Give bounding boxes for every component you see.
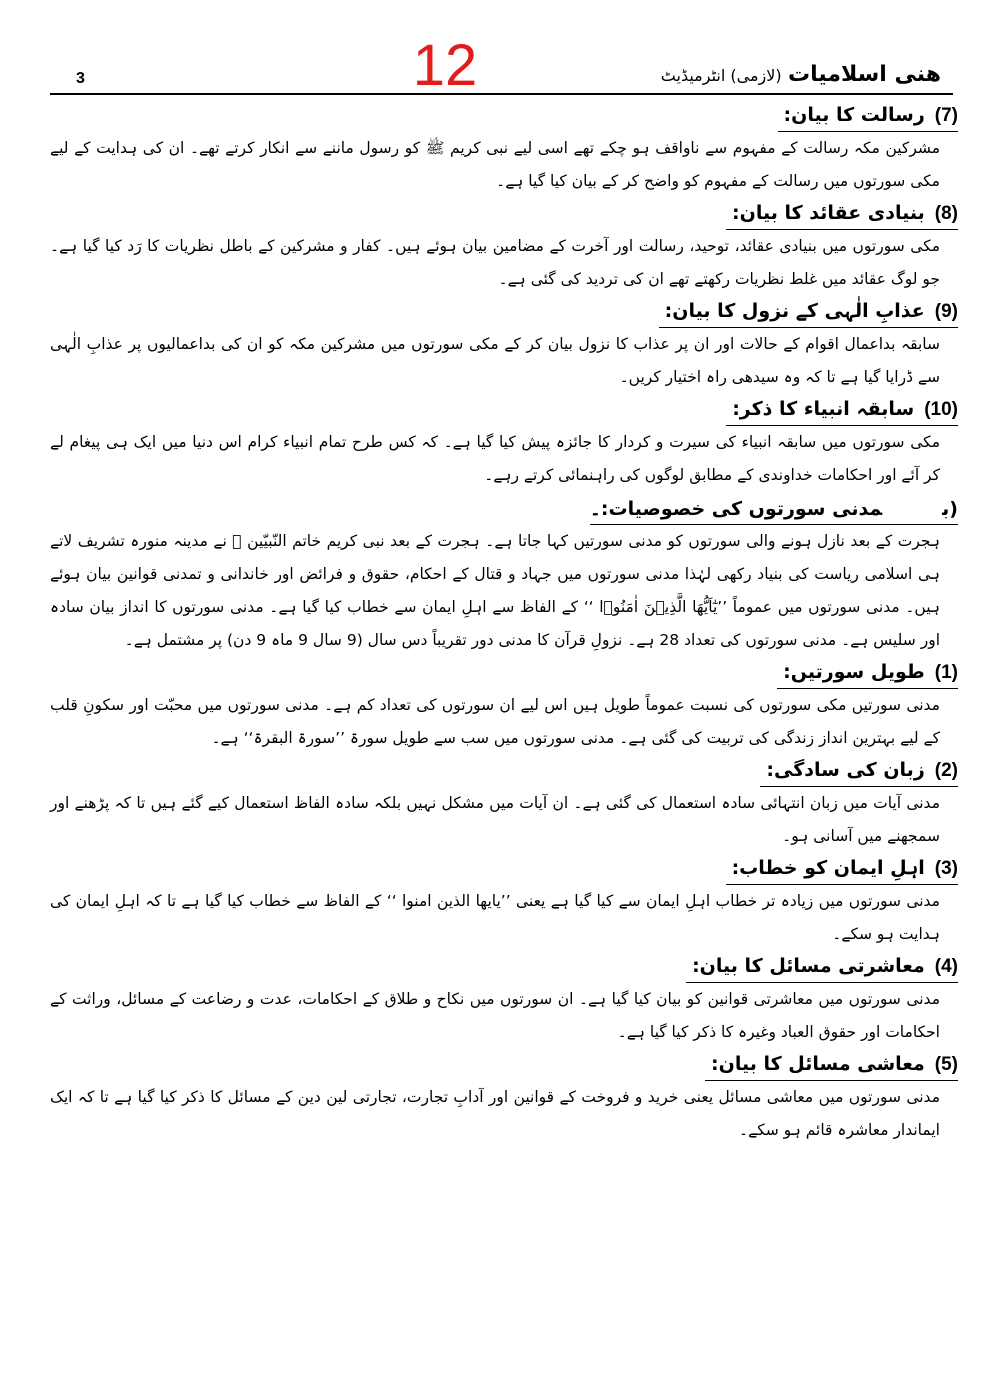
section-heading <box>50 100 958 132</box>
section-number: (7) <box>934 105 958 126</box>
madani-intro-paragraph: ہجرت کے بعد نازل ہونے والی سورتوں کو مدنی سورتیں کہا جاتا ہے۔ ہجرت کے بعد نبی کریم خاتم النّبیّین ﷺ نے مدینہ منورہ تشریف لاتے ہی اسلامی ریاست کی بنیاد رکھی لہٰذا مدنی سورتوں میں جہاد و قتال کے احکام، حقوق و فرائض اور خاندانی و تمدنی قوانین بیان ہوئے ہیں۔ مدنی سورتوں میں عموماً ’’یٰٓاَیُّھَا الَّذِیۡنَ اٰمَنُوۡا ‘‘ کے الفاظ سے اہلِ ایمان سے خطاب کیا گیا ہے۔ مدنی سورتوں کا انداز بیان سادہ اور سلیس ہے۔ مدنی سورتوں کی تعداد 28 ہے۔ نزولِ قرآن کا مدنی دور تقریباً دس سال (9 سال 9 ماہ 9 دن) پر مشتمل ہے۔ <box>50 532 940 649</box>
section-10 <box>50 394 958 492</box>
book-title-sub: (لازمی) انٹرمیڈیٹ <box>660 66 782 85</box>
section-number: (1) <box>934 662 958 683</box>
madani-section-1 <box>50 657 958 755</box>
section-marker: (ب <box>942 498 958 520</box>
section-title: زبان کی سادگی: <box>766 759 925 781</box>
section-title: اہلِ ایمان کو خطاب: <box>731 857 925 879</box>
section-number: (3) <box>934 858 958 879</box>
page-content <box>50 100 958 1147</box>
section-paragraph: مشرکین مکہ رسالت کے مفہوم سے ناواقف ہو چکے تھے اسی لیے نبی کریم ﷺ کو رسول ماننے سے انکار کرتے تھے۔ ان کی ہدایت کے لیے مکی سورتوں میں رسالت کے مفہوم کو واضح کر کے بیان کیا گیا ہے۔ <box>50 139 940 190</box>
madani-section-2 <box>50 755 958 853</box>
section-paragraph: مدنی آیات میں زبان انتہائی سادہ استعمال کی گئی ہے۔ ان آیات میں مشکل نہیں بلکہ سادہ الفاظ استعمال کیے گئے ہیں تا کہ پڑھنے اور سمجھنے میں آسانی ہو۔ <box>50 794 940 845</box>
section-number: (2) <box>934 760 958 781</box>
section-paragraph: مدنی سورتوں میں معاشرتی قوانین کو بیان کیا گیا ہے۔ ان سورتوں میں نکاح و طلاق کے احکامات، عدت و رضاعت کے مسائل، وراثت کے احکامات اور حقوق العباد وغیرہ کا ذکر کیا گیا ہے۔ <box>50 990 940 1041</box>
section-heading <box>50 296 958 328</box>
section-title: سابقہ انبیاء کا ذکر: <box>732 398 915 420</box>
section-paragraph: مدنی سورتوں میں زیادہ تر خطاب اہلِ ایمان سے کیا گیا ہے یعنی ’’یایھا الذین امنوا ‘‘ کے الفاظ سے خطاب کیا گیا ہے تا کہ اہلِ ایمان کی ہدایت ہو سکے۔ <box>50 892 940 943</box>
section-heading <box>50 755 958 787</box>
section-number: (4) <box>934 956 958 977</box>
book-title <box>661 62 941 87</box>
section-paragraph: مکی سورتوں میں بنیادی عقائد، توحید، رسالت اور آخرت کے مضامین بیان ہوئے ہیں۔ کفار و مشرکین کے باطل نظریات کا رَد کیا گیا ہے۔ جو لوگ عقائد میں غلط نظریات رکھتے تھے ان کی تردید کی گئی ہے۔ <box>50 237 940 288</box>
header-divider <box>50 93 953 95</box>
section-heading <box>50 394 958 426</box>
section-title: رسالت کا بیان: <box>783 104 925 126</box>
madani-section-heading <box>50 494 958 525</box>
section-heading <box>50 198 958 230</box>
section-heading <box>50 657 958 689</box>
section-paragraph: مدنی سورتوں میں معاشی مسائل یعنی خرید و فروخت کے قوانین اور آدابِ تجارت، تجارتی لین دین کے مسائل کا ذکر کیا گیا ہے تا کہ ایک ایماندار معاشرہ قائم ہو سکے۔ <box>50 1088 940 1139</box>
section-title: طویل سورتیں: <box>783 661 925 683</box>
section-title: عذابِ الٰہی کے نزول کا بیان: <box>664 300 925 322</box>
book-title-main: ھنی اسلامیات <box>787 62 941 87</box>
section-number: (5) <box>934 1054 958 1075</box>
madani-section-title: مدنی سورتوں کی خصوصیات:۔ <box>589 498 883 520</box>
section-8 <box>50 198 958 296</box>
chapter-number: 12 <box>412 33 478 98</box>
section-paragraph: مدنی سورتیں مکی سورتوں کی نسبت عموماً طویل ہیں اس لیے ان سورتوں کی تعداد کم ہے۔ مدنی سورتوں میں محبّت اور سکونِ قلب کے لیے بہترین انداز زندگی کی تربیت کی گئی ہے۔ مدنی سورتوں میں سب سے طویل سورۃ ’’سورۃ البقرۃ‘‘ ہے۔ <box>50 696 940 747</box>
section-7 <box>50 100 958 198</box>
section-heading <box>50 1049 958 1081</box>
section-title: معاشی مسائل کا بیان: <box>711 1053 925 1075</box>
section-paragraph: مکی سورتوں میں سابقہ انبیاء کی سیرت و کردار کا جائزہ پیش کیا گیا ہے۔ کہ کس طرح تمام انبیاء کرام اس دنیا میں ایک ہی پیغام لے کر آئے اور احکامات خداوندی کے مطابق لوگوں کی راہنمائی کرتے رہے۔ <box>50 433 940 484</box>
section-paragraph: سابقہ بداعمال اقوام کے حالات اور ان پر عذاب کا نزول بیان کر کے مکی سورتوں میں مشرکین مکہ کو ان کی بداعمالیوں پر عذابِ الٰہی سے ڈرایا گیا ہے تا کہ وہ سیدھی راہ اختیار کریں۔ <box>50 335 940 386</box>
section-number: (10) <box>924 399 958 420</box>
madani-section-5 <box>50 1049 958 1147</box>
section-number: (9) <box>934 301 958 322</box>
madani-section-3 <box>50 853 958 951</box>
section-heading <box>50 853 958 885</box>
section-number: (8) <box>934 203 958 224</box>
section-title: معاشرتی مسائل کا بیان: <box>692 955 925 977</box>
section-9 <box>50 296 958 394</box>
section-heading <box>50 951 958 983</box>
madani-section-4 <box>50 951 958 1049</box>
section-title: بنیادی عقائد کا بیان: <box>732 202 925 224</box>
page-number: 3 <box>76 70 85 87</box>
